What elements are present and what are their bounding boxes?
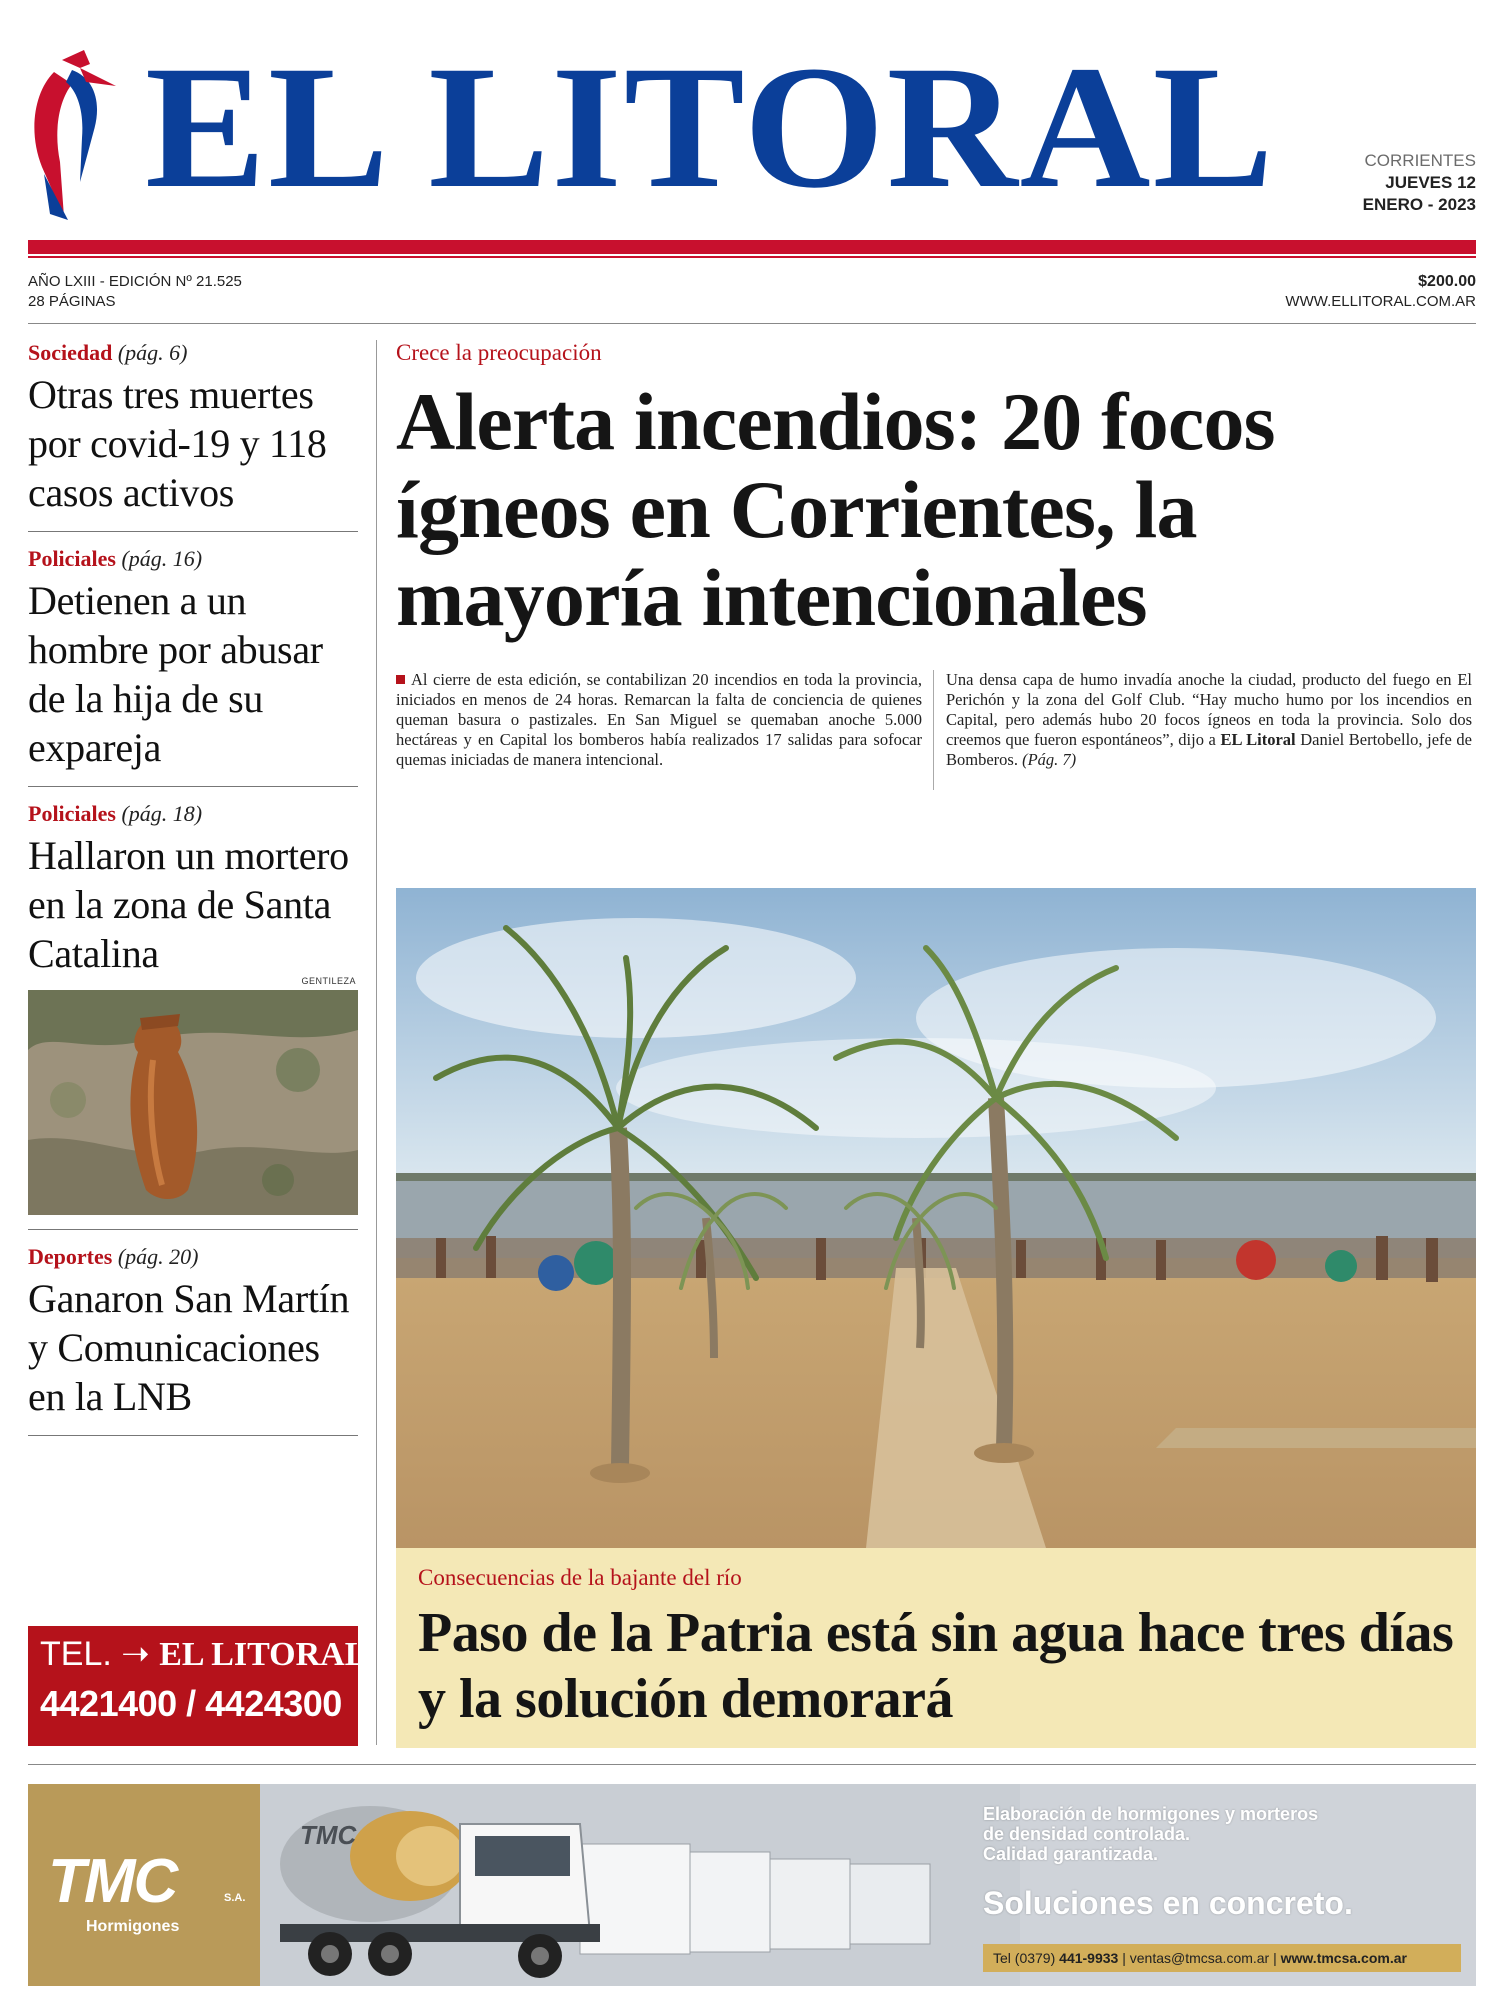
sidebar-story[interactable]	[28, 338, 358, 532]
phone-brand-icon: ➝	[121, 1635, 150, 1673]
masthead-red-bar	[28, 240, 1476, 254]
price: $200.00	[1418, 273, 1476, 290]
photo-credit: GENTILEZA	[301, 976, 356, 986]
main-story	[396, 338, 1476, 800]
day-label: JUEVES 12	[1385, 173, 1476, 192]
ad-slogan: Soluciones en concreto.	[983, 1885, 1353, 1921]
sidebar	[28, 338, 358, 1448]
phone-label: TEL.	[40, 1635, 112, 1673]
beach-image	[396, 888, 1476, 1548]
photo-story-box	[396, 1548, 1476, 1748]
rooster-logo-icon	[24, 42, 124, 222]
ad-website[interactable]: www.tmcsa.com.ar	[1280, 1950, 1407, 1966]
website-link[interactable]: WWW.ELLITORAL.COM.AR	[1285, 293, 1476, 310]
story-section	[28, 1242, 358, 1272]
masthead	[0, 0, 1500, 245]
ad-phone[interactable]: 441-9933	[1059, 1950, 1119, 1966]
phone-numbers[interactable]: 4421400 / 4424300	[40, 1683, 342, 1724]
photo-story-kicker: Consecuencias de la bajante del río	[418, 1565, 742, 1590]
section-name: Deportes	[28, 1244, 113, 1269]
story-headline: Detienen a un hombre por abusar de la hija de su expareja	[28, 578, 323, 770]
sidebar-story[interactable]	[28, 1242, 358, 1436]
lead-source: EL Litoral	[1220, 730, 1296, 749]
story-kicker: Crece la preocupación	[396, 340, 602, 365]
concrete-trucks-image	[260, 1784, 1020, 1986]
separator: |	[1273, 1950, 1281, 1966]
lead-paragraph-right	[946, 670, 1472, 770]
mortar-image	[28, 990, 358, 1215]
section-name: Sociedad	[28, 340, 113, 365]
bullet-square-icon	[396, 675, 405, 684]
page-reference: (pág. 6)	[117, 340, 188, 365]
ad-brand-logo: TMC	[48, 1847, 177, 1916]
ad-line: de densidad controlada.	[983, 1824, 1191, 1844]
lead-text: Daniel Bertobello, jefe de Bomberos.	[946, 730, 1473, 769]
lead-paragraph-left	[396, 670, 922, 770]
page-reference: (Pág. 7)	[1022, 750, 1077, 769]
ad-contact-bar	[983, 1944, 1461, 1972]
ad-line: Calidad garantizada.	[983, 1844, 1159, 1864]
story-section	[28, 799, 358, 829]
ad-email[interactable]: ventas@tmcsa.com.ar	[1129, 1950, 1270, 1966]
ad-phone-label: Tel (0379)	[993, 1950, 1056, 1966]
section-name: Policiales	[28, 801, 116, 826]
price-info	[1285, 272, 1476, 312]
photo-story-headline[interactable]: Paso de la Patria está sin agua hace tres días y la solución demorará	[418, 1602, 1454, 1730]
date-block	[1276, 150, 1476, 216]
mortar-photo	[28, 976, 358, 1215]
truck-logo-text: TMC	[300, 1820, 357, 1850]
ad-copy	[983, 1804, 1463, 1922]
month-year-label: ENERO - 2023	[1362, 195, 1476, 214]
page-reference: (pág. 20)	[117, 1244, 199, 1269]
ad-divider	[28, 1764, 1476, 1765]
edition-bar	[28, 268, 1476, 324]
masthead-red-line	[28, 256, 1476, 258]
section-name: Policiales	[28, 546, 116, 571]
newspaper-title: EL LITORAL	[145, 30, 1276, 225]
separator: |	[1122, 1950, 1130, 1966]
lead-text: Al cierre de esta edición, se contabilizan 20 incendios en toda la provincia, iniciados en menos de 24 horas. Remarcan la falta de conciencia de quienes queman basura o pastizales. En San Miguel se quemaban anoche 5.000 hectáreas y en Capital los bomberos había realizados 17 salidas para sofocar quemas iniciadas de manera intencional.	[396, 670, 922, 769]
phone-box	[28, 1626, 368, 1746]
edition-number: AÑO LXIII - EDICIÓN Nº 21.525	[28, 273, 242, 290]
sidebar-story[interactable]	[28, 799, 358, 1230]
ad-brand-sub: Hormigones	[86, 1918, 180, 1935]
story-lead	[396, 670, 1476, 800]
main-headline[interactable]: Alerta incendios: 20 focos ígneos en Corrientes, la mayoría intencionales	[396, 376, 1275, 643]
sidebar-story[interactable]	[28, 544, 358, 787]
story-headline: Otras tres muertes por covid-19 y 118 casos activos	[28, 372, 327, 515]
phone-box-title	[40, 1634, 368, 1675]
ad-brand-suffix: S.A.	[224, 1892, 246, 1904]
beach-photo	[396, 888, 1476, 1548]
ad-brand-panel	[28, 1784, 260, 1986]
story-headline: Hallaron un mortero en la zona de Santa Catalina	[28, 833, 349, 976]
ad-line: Elaboración de hormigones y morteros	[983, 1804, 1319, 1824]
story-headline: Ganaron San Martín y Comunicaciones en la LNB	[28, 1276, 350, 1419]
page-reference: (pág. 18)	[121, 801, 203, 826]
column-divider	[376, 340, 377, 1745]
lead-divider	[933, 670, 934, 790]
phone-brand: EL LITORAL	[159, 1636, 368, 1673]
edition-info	[28, 272, 242, 312]
story-section	[28, 544, 358, 574]
lead-text: Una densa capa de humo invadía anoche la ciudad, producto del fuego en El Perichón y la zona del Golf Club. “Hay mucho humo por los incendios en Capital, pero además hubo 20 focos ígneos en toda la provincia. Solo dos creemos que fueron espontáneos”, dijo a	[946, 670, 1472, 749]
story-section	[28, 338, 358, 368]
page-reference: (pág. 16)	[121, 546, 203, 571]
advertisement[interactable]	[28, 1784, 1476, 1986]
city-label: CORRIENTES	[1364, 151, 1476, 170]
page-count: 28 PÁGINAS	[28, 293, 116, 310]
